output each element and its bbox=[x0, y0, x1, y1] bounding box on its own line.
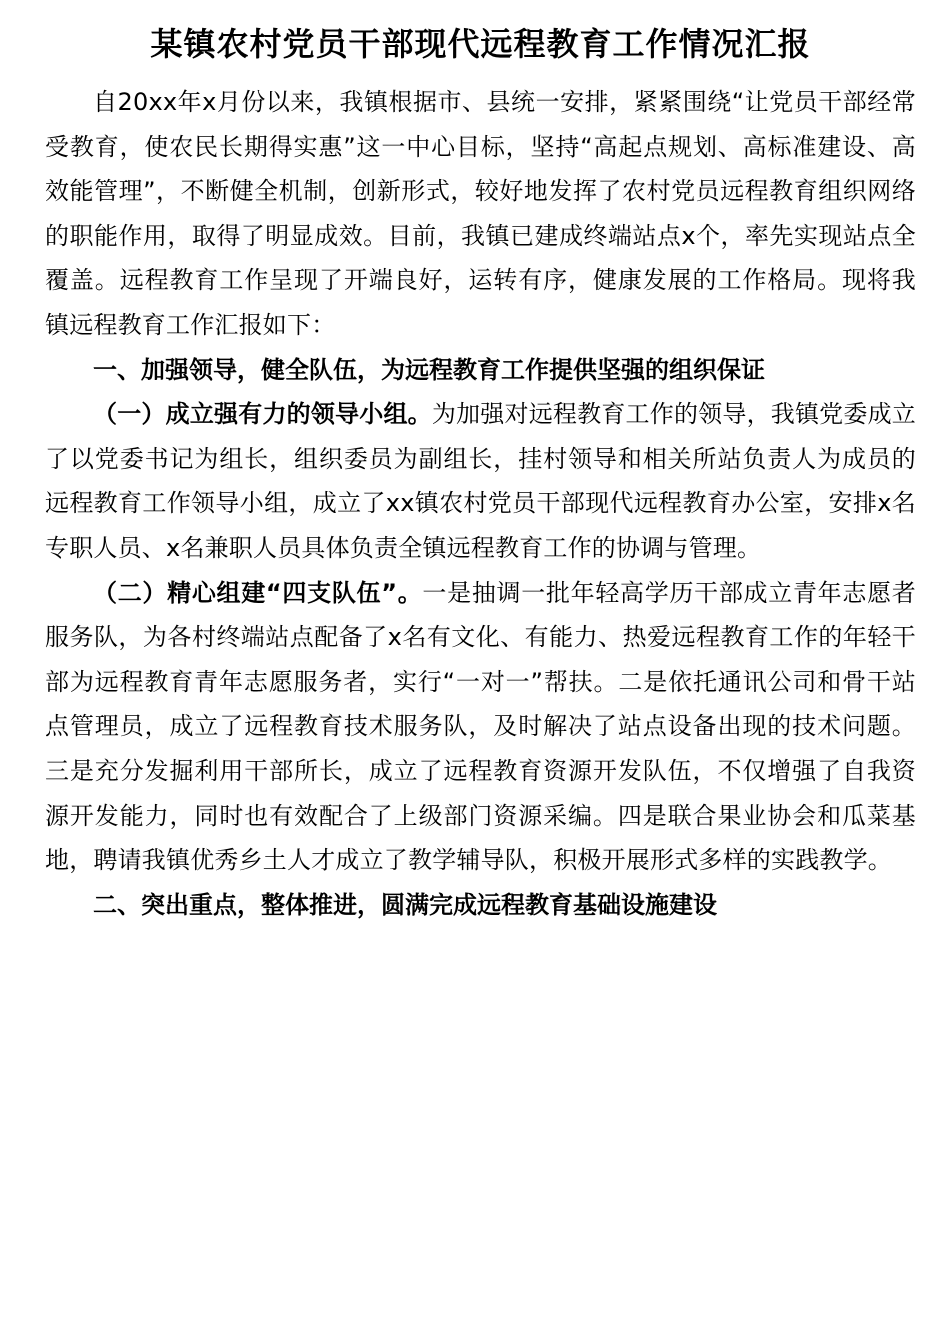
section-1-sub-2-paragraph bbox=[45, 571, 916, 883]
section-1-sub-1-heading: （一）成立强有力的领导小组。 bbox=[93, 400, 432, 429]
intro-paragraph: 自20xx年x月份以来，我镇根据市、县统一安排，紧紧围绕“让党员干部经常受教育，使农民长期得实惠”这一中心目标，坚持“高起点规划、高标准建设、高效能管理”，不断健全机制，创新形式，较好地发挥了农村党员远程教育组织网络的职能作用，取得了明显成效。目前，我镇已建成终端站点x个，率先实现站点全覆盖。远程教育工作呈现了开端良好，运转有序，健康发展的工作格局。现将我镇远程教育工作汇报如下： bbox=[45, 88, 916, 339]
document-title: 某镇农村党员干部现代远程教育工作情况汇报 bbox=[150, 25, 811, 63]
section-1-heading: 一、加强领导，健全队伍，为远程教育工作提供坚强的组织保证 bbox=[93, 355, 765, 384]
section-1-sub-1-paragraph bbox=[45, 392, 916, 570]
section-1-sub-2-body: 一是抽调一批年轻高学历干部成立青年志愿者服务队，为各村终端站点配备了x名有文化、有能力、热爱远程教育工作的年轻干部为远程教育青年志愿服务者，实行“一对一”帮扶。二是依托通讯公司和骨干站点管理员，成立了远程教育技术服务队，及时解决了站点设备出现的技术问题。三是充分发掘利用干部所长，成立了远程教育资源开发队伍，不仅增强了自我资源开发能力，同时也有效配合了上级部门资源采编。四是联合果业协会和瓜菜基地，聘请我镇优秀乡土人才成立了教学辅导队，积极开展形式多样的实践教学。 bbox=[45, 578, 916, 875]
section-2-heading: 二、突出重点，整体推进，圆满完成远程教育基础设施建设 bbox=[93, 890, 717, 919]
section-1-sub-1-body: 为加强对远程教育工作的领导，我镇党委成立了以党委书记为组长，组织委员为副组长，挂村领导和相关所站负责人为成员的远程教育工作领导小组，成立了xx镇农村党员干部现代远程教育办公室，安排x名专职人员、x名兼职人员具体负责全镇远程教育工作的协调与管理。 bbox=[45, 400, 916, 562]
section-1-sub-2-heading: （二）精心组建“四支队伍”。 bbox=[93, 578, 423, 607]
